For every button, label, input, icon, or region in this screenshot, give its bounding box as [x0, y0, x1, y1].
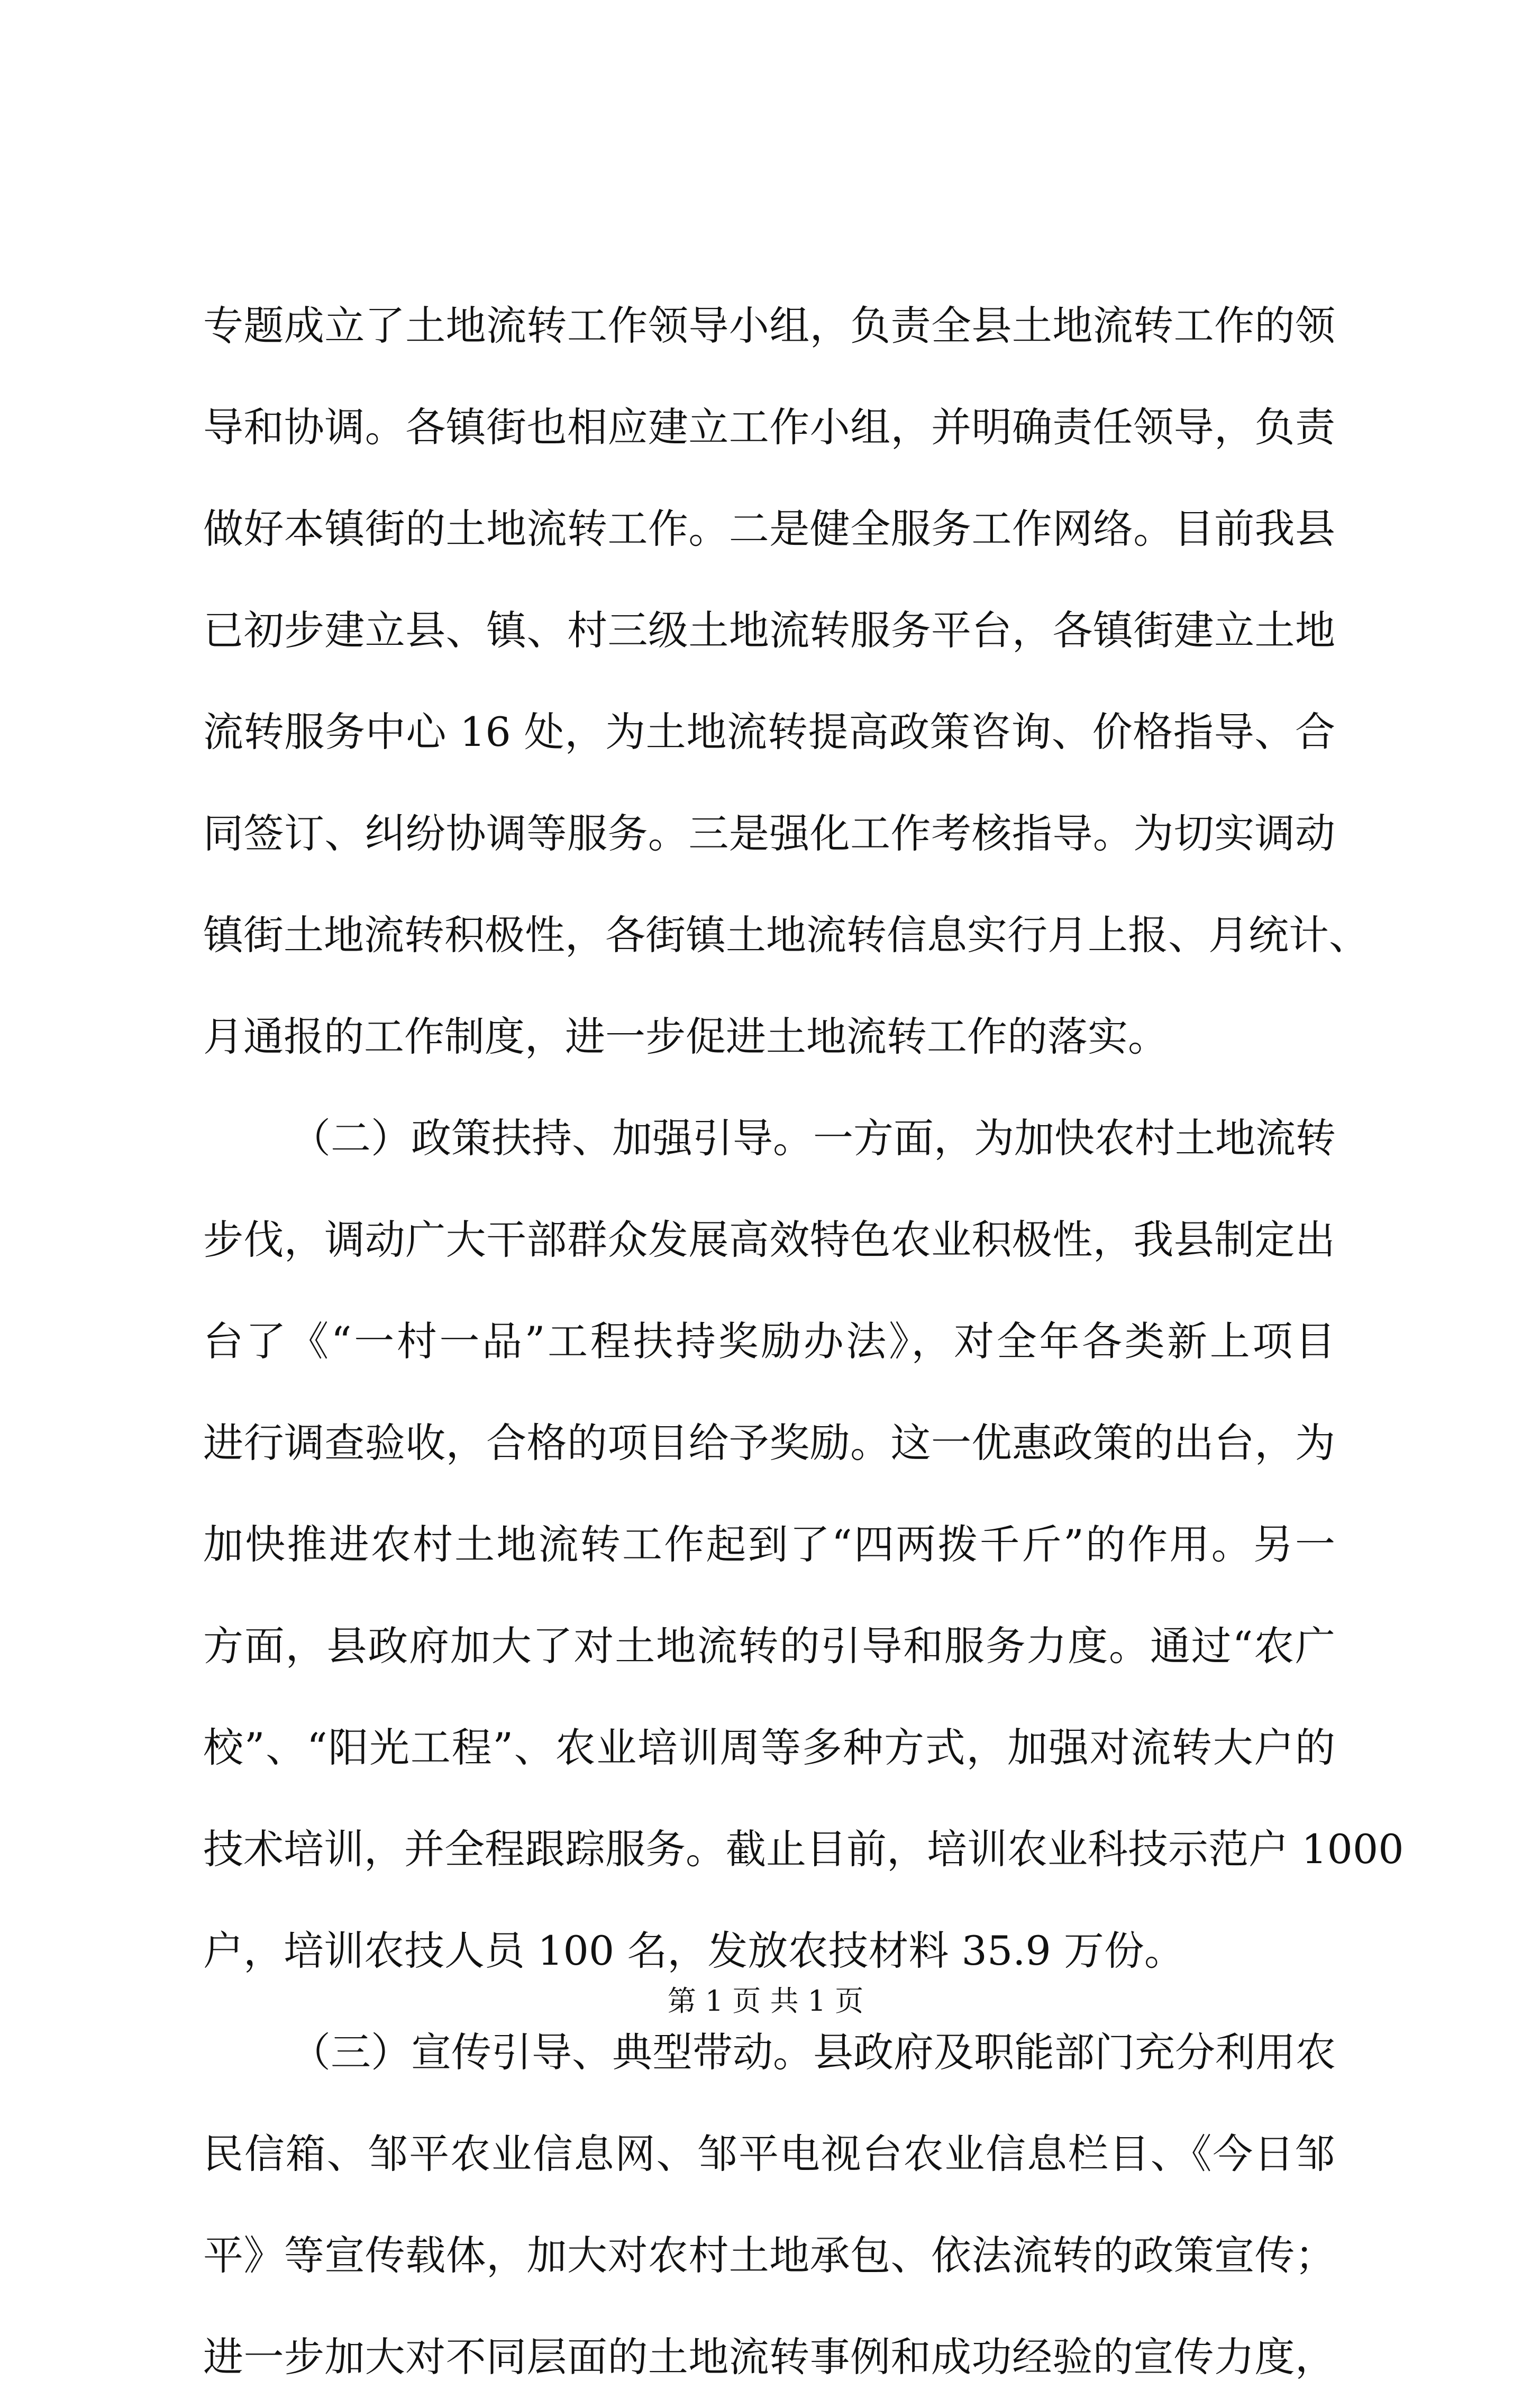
text-line: 步伐，调动广大干部群众发展高效特色农业积极性，我县制定出 [203, 1216, 1335, 1263]
text-line: 进一步加大对不同层面的土地流转事例和成功经验的宣传力度， [203, 2333, 1335, 2380]
text-line: （二）政策扶持、加强引导。一方面，为加快农村土地流转 [290, 1115, 1336, 1162]
text-line: 导和协调。各镇街也相应建立工作小组，并明确责任领导，负责 [203, 404, 1335, 451]
text-line: 专题成立了土地流转工作领导小组，负责全县土地流转工作的领 [203, 302, 1335, 349]
text-line: 方面，县政府加大了对土地流转的引导和服务力度。通过“农广 [203, 1622, 1335, 1670]
text-line: 已初步建立县、镇、村三级土地流转服务平台，各镇街建立土地 [203, 607, 1335, 654]
text-line: 月通报的工作制度，进一步促进土地流转工作的落实。 [203, 1013, 1168, 1060]
text-line: 校”、“阳光工程”、农业培训周等多种方式，加强对流转大户的 [203, 1724, 1335, 1771]
text-line: 台了《“一村一品”工程扶持奖励办法》，对全年各类新上项目 [203, 1318, 1335, 1365]
text-line: （三）宣传引导、典型带动。县政府及职能部门充分利用农 [290, 2029, 1336, 2076]
text-line: 做好本镇街的土地流转工作。二是健全服务工作网络。目前我县 [203, 505, 1335, 552]
document-body [203, 275, 1404, 2408]
text-line: 进行调查验收，合格的项目给予奖励。这一优惠政策的出台，为 [203, 1419, 1335, 1466]
text-line: 同签订、纠纷协调等服务。三是强化工作考核指导。为切实调动 [203, 810, 1335, 857]
text-line: 镇街土地流转积极性，各街镇土地流转信息实行月上报、月统计、 [203, 911, 1369, 959]
text-line: 平》等宣传载体，加大对农村土地承包、依法流转的政策宣传； [203, 2232, 1335, 2279]
text-line: 民信箱、邹平农业信息网、邹平电视台农业信息栏目、《今日邹 [203, 2130, 1335, 2177]
text-line: 流转服务中心 16 处，为土地流转提高政策咨询、价格指导、合 [203, 708, 1335, 755]
text-line: 户，培训农技人员 100 名，发放农技材料 35.9 万份。 [203, 1927, 1184, 1974]
page-indicator: 第 1 页 共 1 页 [667, 1984, 864, 2018]
page-footer [0, 1983, 1531, 2020]
text-line: 加快推进农村土地流转工作起到了“四两拨千斤”的作用。另一 [203, 1521, 1335, 1568]
text-line: 技术培训，并全程跟踪服务。截止目前，培训农业科技示范户 1000 [203, 1826, 1404, 1873]
